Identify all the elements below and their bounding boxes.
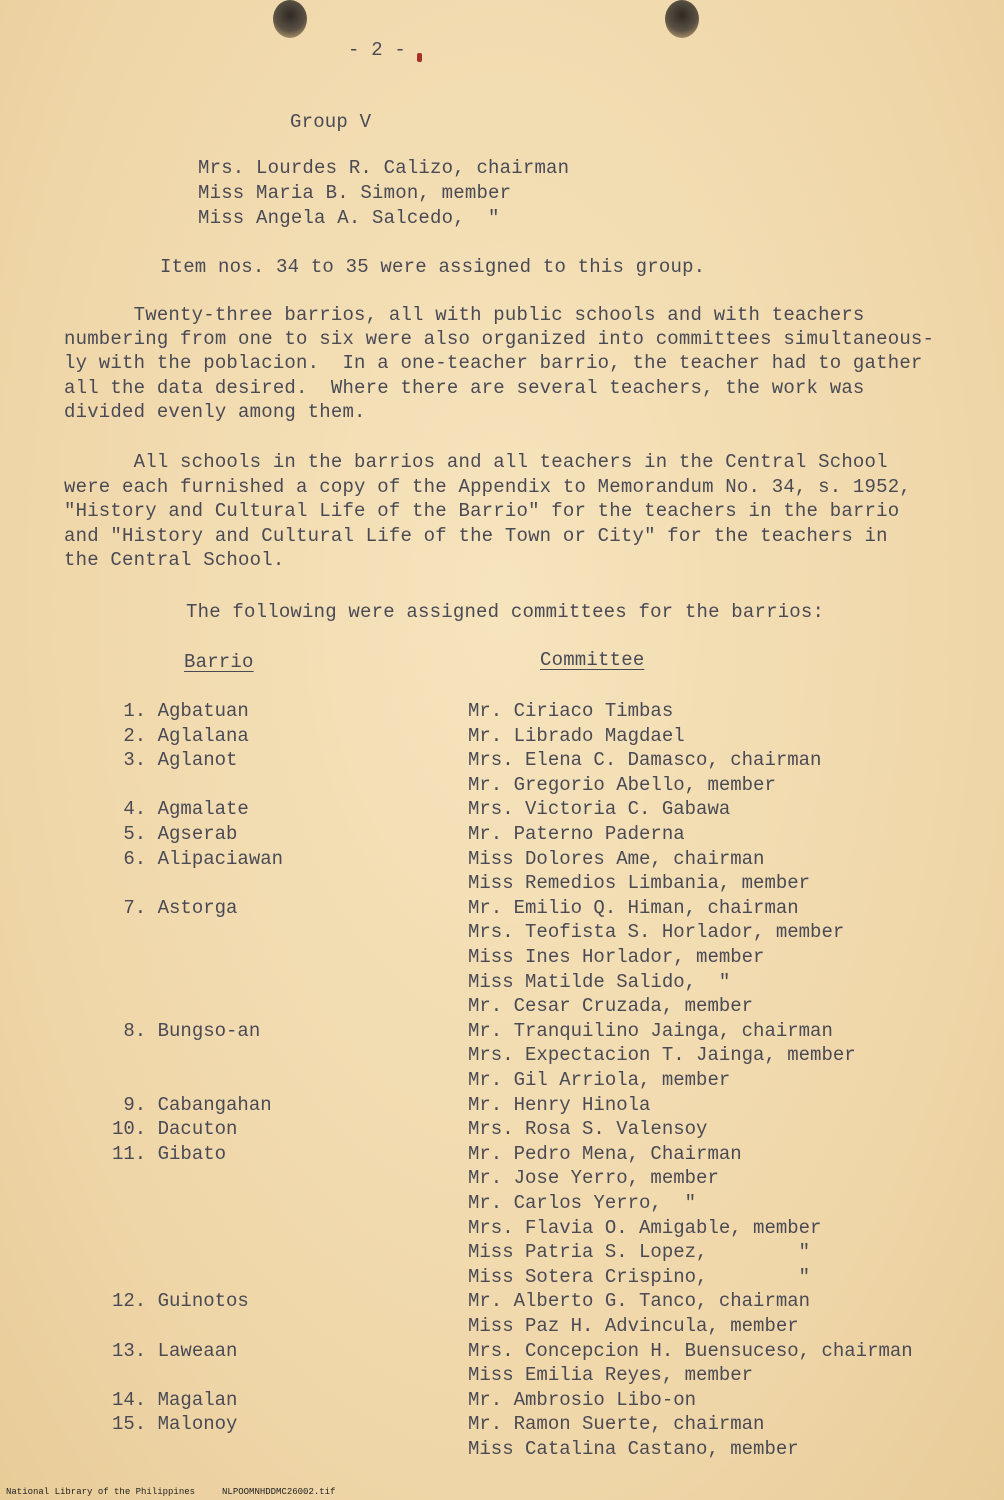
committee-member: Mr. Carlos Yerro, " [468, 1192, 697, 1214]
committee-member: Mrs. Flavia O. Amigable, member [468, 1216, 822, 1239]
table-row [0, 872, 1004, 897]
paragraph-line: the Central School. [64, 549, 285, 571]
group-heading: Group V [290, 111, 372, 133]
committee-member: Mr. Paterno Paderna [468, 823, 685, 845]
committee-member: Miss Patria S. Lopez, " [468, 1241, 811, 1264]
committee-member: Mr. Gregorio Abello, member [468, 773, 776, 796]
committee-member: Mr. Ambrosio Libo-on [468, 1388, 697, 1411]
barrio-name: 3. Aglanot [112, 749, 238, 772]
table-row [0, 1413, 1004, 1438]
paragraph-line: divided evenly among them. [64, 401, 366, 423]
group-member: Miss Maria B. Simon, member [198, 182, 512, 204]
table-row [0, 1340, 1004, 1365]
group-member: Miss Angela A. Salcedo, " [198, 207, 500, 229]
committee-member: Mr. Cesar Cruzada, member [468, 995, 754, 1018]
barrio-name: 7. Astorga [112, 896, 238, 919]
table-row [0, 1020, 1004, 1045]
committee-member: Mr. Emilio Q. Himan, chairman [468, 896, 799, 919]
barrio-name: 14. Magalan [112, 1388, 238, 1411]
table-row [0, 1069, 1004, 1094]
committee-member: Miss Remedios Limbania, member [468, 872, 811, 895]
barrio-name: 8. Bungso-an [112, 1019, 261, 1042]
barrio-name: 1. Agbatuan [112, 700, 249, 722]
table-row [0, 946, 1004, 971]
committee-member: Mr. Pedro Mena, Chairman [468, 1142, 742, 1165]
table-row [0, 971, 1004, 996]
paragraph-line: all the data desired. Where there are several teachers, the work was [64, 377, 865, 399]
committee-member: Mrs. Concepcion H. Buensuceso, chairman [468, 1339, 913, 1362]
table-row [0, 725, 1004, 750]
barrio-name: 10. Dacuton [112, 1118, 238, 1141]
barrio-name: 4. Agmalate [112, 798, 249, 821]
table-row [0, 1094, 1004, 1119]
table-row [0, 1315, 1004, 1340]
table-row [0, 1389, 1004, 1414]
barrio-name: 13. Laweaan [112, 1339, 238, 1362]
paragraph-line: All schools in the barrios and all teachers in the Central School [64, 451, 888, 473]
committee-member: Miss Ines Horlador, member [468, 946, 765, 968]
barrio-name: 6. Alipaciawan [112, 847, 284, 870]
table-row [0, 798, 1004, 823]
committee-member: Mr. Gil Arriola, member [468, 1069, 731, 1091]
table-row [0, 995, 1004, 1020]
table-row [0, 1364, 1004, 1389]
committee-member: Mr. Henry Hinola [468, 1093, 651, 1116]
paragraph-line: and "History and Cultural Life of the Town or City" for the teachers in [64, 525, 888, 547]
assign-line: The following were assigned committees for the barrios: [186, 601, 825, 623]
table-row [0, 1241, 1004, 1266]
column-header-barrio: Barrio [184, 651, 254, 673]
table-row [0, 1290, 1004, 1315]
table-row [0, 749, 1004, 774]
committee-member: Mrs. Expectacion T. Jainga, member [468, 1044, 856, 1067]
table-row [0, 1192, 1004, 1217]
barrio-name: 12. Guinotos [112, 1290, 249, 1313]
paragraph-line: "History and Cultural Life of the Barrio" for the teachers in the barrio [64, 500, 900, 522]
page-number: - 2 - [348, 39, 407, 61]
committee-member: Mr. Alberto G. Tanco, chairman [468, 1290, 811, 1313]
paragraph-line: numbering from one to six were also organized into committees simultaneous- [64, 328, 935, 350]
committee-member: Miss Sotera Crispino, " [468, 1265, 811, 1288]
table-row [0, 823, 1004, 848]
committee-member: Mr. Ciriaco Timbas [468, 700, 674, 722]
table-row [0, 921, 1004, 946]
committee-member: Mrs. Teofista S. Horlador, member [468, 921, 845, 944]
table-row [0, 1143, 1004, 1168]
ink-mark [417, 53, 422, 62]
committee-member: Miss Emilia Reyes, member [468, 1364, 754, 1387]
barrio-name: 5. Agserab [112, 823, 238, 845]
item-line: Item nos. 34 to 35 were assigned to this group. [160, 256, 706, 278]
archive-footer: National Library of the Philippines NLPOOMNHDDMC26002.tif [6, 1487, 336, 1497]
barrio-name: 9. Cabangahan [112, 1093, 272, 1116]
table-row [0, 774, 1004, 799]
barrio-name: 15. Malonoy [112, 1413, 238, 1436]
table-row [0, 700, 1004, 725]
punch-hole-left [273, 0, 307, 38]
committee-member: Mr. Ramon Suerte, chairman [468, 1413, 765, 1436]
group-member: Mrs. Lourdes R. Calizo, chairman [198, 157, 570, 179]
committee-member: Miss Matilde Salido, " [468, 970, 731, 993]
barrio-name: 2. Aglalana [112, 724, 249, 747]
table-row [0, 1217, 1004, 1242]
column-header-committee: Committee [540, 649, 645, 671]
punch-hole-right [665, 0, 699, 38]
committee-member: Mr. Librado Magdael [468, 724, 685, 747]
paragraph-line: Twenty-three barrios, all with public schools and with teachers [64, 304, 865, 326]
table-row [0, 1167, 1004, 1192]
table-row [0, 1438, 1004, 1463]
committee-member: Mrs. Victoria C. Gabawa [468, 798, 731, 821]
table-row [0, 897, 1004, 922]
table-row [0, 1044, 1004, 1069]
committee-member: Mr. Tranquilino Jainga, chairman [468, 1019, 833, 1042]
committee-member: Miss Dolores Ame, chairman [468, 847, 765, 870]
committee-member: Miss Catalina Castano, member [468, 1438, 799, 1460]
table-row [0, 1266, 1004, 1291]
committee-member: Mrs. Elena C. Damasco, chairman [468, 749, 822, 772]
table-row [0, 848, 1004, 873]
committee-member: Miss Paz H. Advincula, member [468, 1315, 799, 1337]
committee-member: Mr. Jose Yerro, member [468, 1167, 719, 1190]
committee-member: Mrs. Rosa S. Valensoy [468, 1118, 708, 1141]
paragraph-line: were each furnished a copy of the Appendix to Memorandum No. 34, s. 1952, [64, 476, 911, 498]
table-row [0, 1118, 1004, 1143]
barrio-name: 11. Gibato [112, 1142, 227, 1165]
paragraph-line: ly with the poblacion. In a one-teacher barrio, the teacher had to gather [64, 352, 923, 374]
